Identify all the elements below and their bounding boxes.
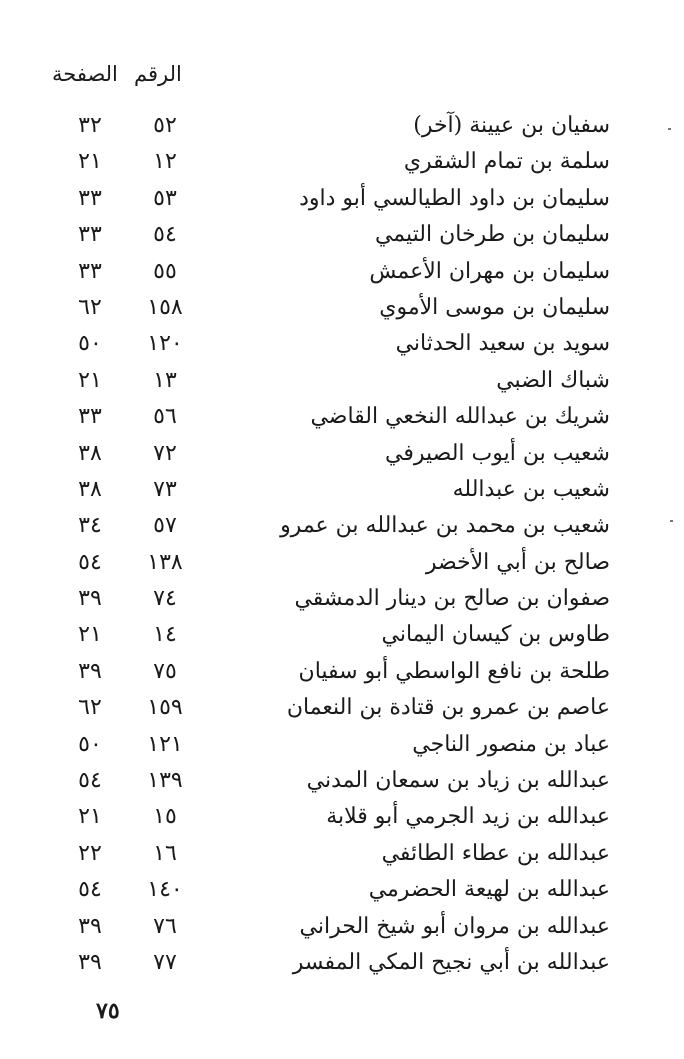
entry-number: ٥٣	[153, 185, 177, 211]
table-row	[0, 108, 684, 144]
page-number: ٣٨	[78, 440, 102, 466]
narrator-name: عاصم بن عمرو بن قتادة بن النعمان	[286, 695, 610, 721]
page-number: ٢١	[78, 149, 102, 175]
table-row	[0, 581, 684, 617]
page-number: ٣٣	[78, 258, 102, 284]
entry-number: ٧٦	[153, 913, 177, 939]
table-row	[0, 909, 684, 945]
page-number: ٥٠	[78, 331, 102, 357]
page-number: ٢١	[78, 622, 102, 648]
entry-number: ٧٥	[153, 658, 177, 684]
narrator-name: شريك بن عبدالله النخعي القاضي	[310, 404, 610, 430]
page-number: ٣٩	[78, 949, 102, 975]
page-number: ٣٩	[78, 913, 102, 939]
narrator-name: طلحة بن نافع الواسطي أبو سفيان	[298, 658, 610, 684]
page-number: ٢١	[78, 367, 102, 393]
table-row	[0, 436, 684, 472]
entry-number: ١٥٨	[147, 294, 183, 320]
narrator-name: عبدالله بن زياد بن سمعان المدني	[306, 768, 610, 794]
narrator-name: شعيب بن أيوب الصيرفي	[385, 440, 610, 466]
table-row	[0, 472, 684, 508]
entry-number: ١٥	[153, 804, 177, 830]
entry-number: ١٢	[153, 149, 177, 175]
table-row	[0, 363, 684, 399]
number-column-header: الرقم	[134, 62, 182, 86]
narrator-name: سليمان بن طرخان التيمي	[374, 222, 610, 248]
page-number: ٣٣	[78, 222, 102, 248]
narrator-name: سليمان بن موسى الأموي	[379, 294, 610, 320]
entry-number: ٧٤	[153, 586, 177, 612]
page-number: ٣٣	[78, 404, 102, 430]
table-row	[0, 690, 684, 726]
table-row	[0, 217, 684, 253]
table-row	[0, 617, 684, 653]
scan-speck	[668, 128, 671, 130]
narrator-name: صالح بن أبي الأخضر	[425, 549, 610, 575]
page-number: ٦٢	[78, 294, 102, 320]
narrator-name: عبدالله بن عطاء الطائفي	[381, 840, 610, 866]
narrator-name: شباك الضبي	[496, 367, 610, 393]
narrator-name: صفوان بن صالح بن دينار الدمشقي	[294, 586, 610, 612]
page-number: ٦٢	[78, 695, 102, 721]
page-number: ٢١	[78, 804, 102, 830]
entry-number: ١٤	[153, 622, 177, 648]
entry-number: ١٦	[153, 840, 177, 866]
table-row	[0, 290, 684, 326]
table-row	[0, 945, 684, 981]
page-number: ٣٢	[78, 113, 102, 138]
page-number: ٥٠	[78, 731, 102, 757]
table-row	[0, 545, 684, 581]
page-number: ٣٣	[78, 185, 102, 211]
page-number: ٣٤	[78, 513, 102, 539]
table-row	[0, 836, 684, 872]
narrator-name: سويد بن سعيد الحدثاني	[395, 331, 610, 357]
entry-number: ٧٧	[153, 949, 177, 975]
table-row	[0, 654, 684, 690]
page-number: ٥٤	[78, 768, 102, 794]
table-row	[0, 508, 684, 544]
table-row	[0, 799, 684, 835]
footer-page-number: ٧٥	[96, 998, 120, 1024]
scan-speck	[670, 520, 673, 522]
entry-number: ١٢٠	[147, 331, 183, 357]
entry-number: ٥٢	[153, 113, 177, 138]
page-number: ٣٩	[78, 658, 102, 684]
page-number: ٥٤	[78, 549, 102, 575]
narrator-name: سليمان بن داود الطيالسي أبو داود	[299, 185, 610, 211]
page-number: ٣٨	[78, 476, 102, 502]
index-table	[0, 108, 684, 981]
entry-number: ١٢١	[147, 731, 183, 757]
narrator-name: سلمة بن تمام الشقري	[403, 149, 610, 175]
entry-number: ٧٣	[153, 476, 177, 502]
table-row	[0, 326, 684, 362]
page-number: ٥٤	[78, 877, 102, 903]
entry-number: ٥٧	[153, 513, 177, 539]
entry-number: ١٣	[153, 367, 177, 393]
entry-number: ١٤٠	[147, 877, 183, 903]
page-number: ٣٩	[78, 586, 102, 612]
narrator-name: عبدالله بن زيد الجرمي أبو قلابة	[326, 804, 610, 830]
table-row	[0, 727, 684, 763]
narrator-name: شعيب بن محمد بن عبدالله بن عمرو	[280, 513, 610, 539]
table-row	[0, 763, 684, 799]
entry-number: ٥٦	[153, 404, 177, 430]
narrator-name: شعيب بن عبدالله	[452, 476, 610, 502]
narrator-name: عبدالله بن أبي نجيح المكي المفسر	[292, 949, 610, 975]
narrator-name: سليمان بن مهران الأعمش	[369, 258, 610, 284]
entry-number: ٥٤	[153, 222, 177, 248]
page-column-header: الصفحة	[52, 62, 118, 86]
page-number: ٢٢	[78, 840, 102, 866]
narrator-name: عبدالله بن لهيعة الحضرمي	[368, 877, 610, 903]
narrator-name: طاوس بن كيسان اليماني	[381, 622, 610, 648]
table-row	[0, 399, 684, 435]
narrator-name: سفيان بن عيينة (آخر)	[413, 113, 610, 138]
table-row	[0, 181, 684, 217]
entry-number: ١٣٩	[147, 768, 183, 794]
entry-number: ٧٢	[153, 440, 177, 466]
table-row	[0, 144, 684, 180]
table-row	[0, 872, 684, 908]
entry-number: ٥٥	[153, 258, 177, 284]
narrator-name: عباد بن منصور الناجي	[412, 731, 610, 757]
entry-number: ١٣٨	[147, 549, 183, 575]
entry-number: ١٥٩	[147, 695, 183, 721]
narrator-name: عبدالله بن مروان أبو شيخ الحراني	[299, 913, 610, 939]
table-row	[0, 254, 684, 290]
table-header	[40, 62, 200, 92]
